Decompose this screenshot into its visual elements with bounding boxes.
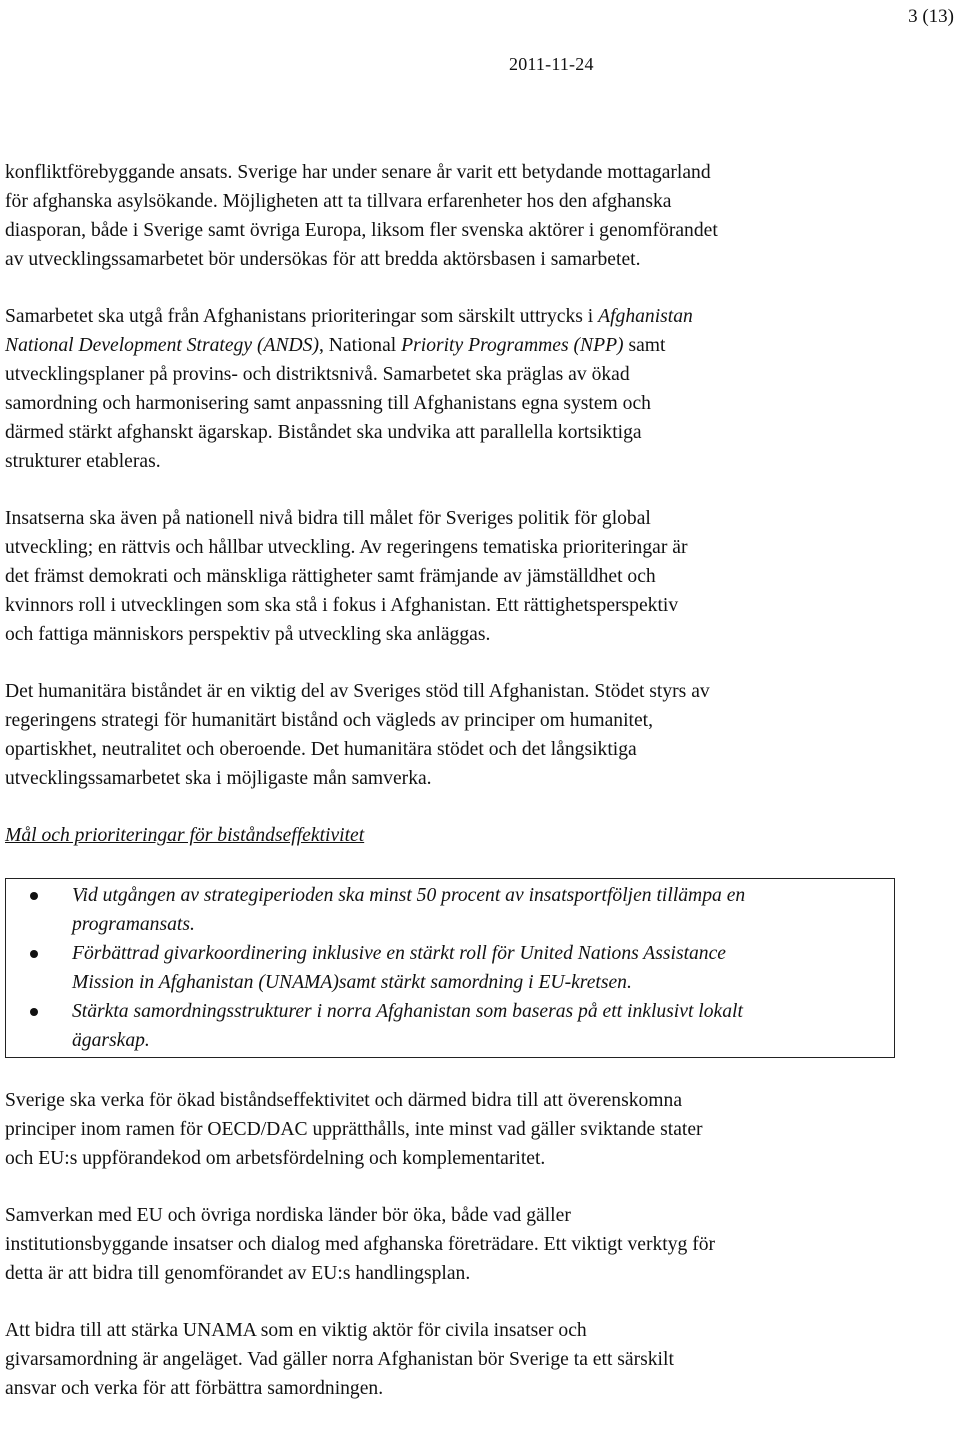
text-line: av utvecklingssamarbetet bör undersökas för att bredda aktörsbasen i samarbetet. [5,249,641,270]
text-line: programansats. [72,914,195,935]
text-line: kvinnors roll i utvecklingen som ska stå i fokus i Afghanistan. Ett rättighetsperspektiv [5,595,679,616]
goals-list [6,881,894,1055]
text-line: utveckling; en rättvis och hållbar utveckling. Av regeringens tematiska prioriteringar är [5,537,688,558]
paragraph [5,1316,955,1403]
page-number: 3 (13) [908,6,954,27]
paragraph [5,504,955,649]
paragraph [5,1201,955,1288]
bullet-icon [30,1008,38,1016]
text-line: för afghanska asylsökande. Möjligheten att ta tillvara erfarenheter hos den afghanska [5,191,672,212]
text-line: utvecklingsplaner på provins- och distriktsnivå. Samarbetet ska präglas av ökad [5,364,630,385]
text-line: Stärkta samordningsstrukturer i norra Afghanistan som baseras på ett inklusivt lokalt [72,1001,743,1022]
text-line: Mission in Afghanistan (UNAMA)samt stärkt samordning i EU-kretsen. [72,972,632,993]
paragraph [5,677,955,793]
text-line [5,302,955,331]
goal-item [6,881,894,939]
text-line: diasporan, både i Sverige samt övriga Europa, liksom fler svenska aktörer i genomförandet [5,220,718,241]
document-date: 2011-11-24 [509,54,594,74]
text-line: Det humanitära biståndet är en viktig del av Sveriges stöd till Afghanistan. Stödet styrs av [5,681,710,702]
text-line: strukturer etableras. [5,451,161,472]
paragraph [5,302,955,476]
text-line: opartiskhet, neutralitet och oberoende. Det humanitära stödet och det långsiktiga [5,739,637,760]
text-line: ansvar och verka för att förbättra samordningen. [5,1378,384,1399]
italic-segment: National Development Strategy (ANDS) [5,335,319,356]
goal-item [6,939,894,997]
text-line: Förbättrad givarkoordinering inklusive en stärkt roll för United Nations Assistance [72,943,726,964]
text-line: och EU:s uppförandekod om arbetsfördelning och komplementaritet. [5,1148,546,1169]
text-line: konfliktförebyggande ansats. Sverige har under senare år varit ett betydande mottagarland [5,162,711,183]
text-line: Samverkan med EU och övriga nordiska länder bör öka, både vad gäller [5,1205,571,1226]
text-line [5,331,955,360]
paragraph [5,158,955,274]
text-line: regeringens strategi för humanitärt bistånd och vägleds av principer om humanitet, [5,710,654,731]
italic-segment: Afghanistan [598,306,693,327]
text-line: givarsamordning är angeläget. Vad gäller norra Afghanistan bör Sverige ta ett särskilt [5,1349,674,1370]
italic-segment: Priority Programmes (NPP) [401,335,624,356]
text-line: Vid utgången av strategiperioden ska minst 50 procent av insatsportföljen tillämpa en [72,885,746,906]
text-segment: , National [318,335,402,356]
text-line: principer inom ramen för OECD/DAC upprätthålls, inte minst vad gäller sviktande stater [5,1119,703,1140]
bullet-icon [30,950,38,958]
section-heading: Mål och prioriteringar för biståndseffektivitet [5,825,365,846]
text-line: detta är att bidra till genomförandet av EU:s handlingsplan. [5,1263,471,1284]
text-line: utvecklingssamarbetet ska i möjligaste mån samverka. [5,768,432,789]
text-line: Att bidra till att stärka UNAMA som en viktig aktör för civila insatser och [5,1320,587,1341]
text-line: institutionsbyggande insatser och dialog med afghanska företrädare. Ett viktigt verktyg för [5,1234,716,1255]
text-segment: Samarbetet ska utgå från Afghanistans prioriteringar som särskilt uttrycks i [5,306,599,327]
paragraph [5,1086,955,1173]
text-line: det främst demokrati och mänskliga rättigheter samt främjande av jämställdhet och [5,566,656,587]
text-line: samordning och harmonisering samt anpassning till Afghanistans egna system och [5,393,651,414]
text-line: Sverige ska verka för ökad biståndseffektivitet och därmed bidra till att överenskomna [5,1090,683,1111]
bullet-icon [30,892,38,900]
text-line: därmed stärkt afghanskt ägarskap. Biståndet ska undvika att parallella kortsiktiga [5,422,642,443]
text-segment: samt [623,335,666,356]
text-line: ägarskap. [72,1030,150,1051]
text-line: och fattiga människors perspektiv på utveckling ska anläggas. [5,624,491,645]
goal-item [6,997,894,1055]
goals-box [5,878,895,1058]
text-line: Insatserna ska även på nationell nivå bidra till målet för Sveriges politik för global [5,508,651,529]
document-body [5,158,955,1431]
